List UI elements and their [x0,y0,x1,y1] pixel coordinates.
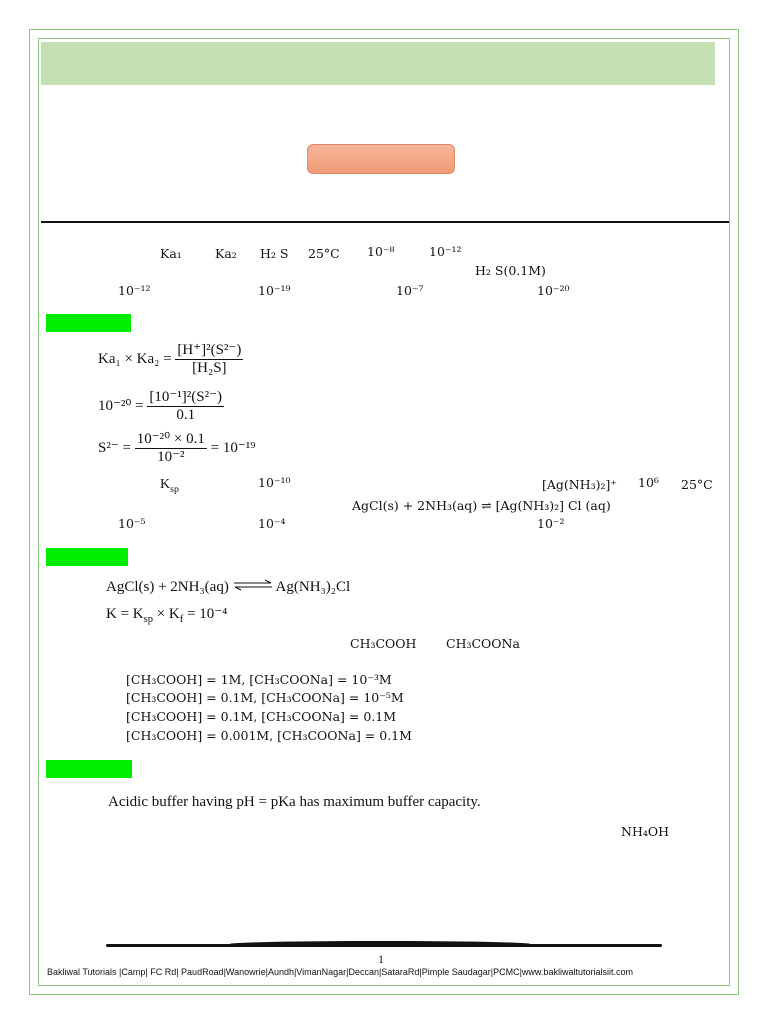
q3-option-d: [CH₃COOH] = 0.001M, [CH₃COONa] = 0.1M [126,728,412,743]
q1-ka2: Ka₂ [215,246,237,261]
s2-k-line [106,604,227,625]
s2-k-mid: × K [152,606,180,622]
s2-reaction-lhs: AgCl(s) + 2NH₃(aq) [106,579,229,595]
solution-tag-2 [46,548,128,566]
q2-kf: 10⁶ [638,475,659,490]
q1-option-b: 10⁻¹⁹ [258,283,291,298]
q2-temp: 25°C [681,477,713,492]
s1-eq-row2 [98,389,224,424]
q1-option-a: 10⁻¹² [118,283,151,298]
q2-ksp-k: K [160,477,171,492]
footer-rule-bulge [230,941,530,947]
q1-h2s-conc: H₂ S(0.1M) [475,263,546,278]
q2-option-b: 10⁻⁴ [258,516,286,531]
s1-row3-num: 10⁻²⁰ × 0.1 [136,431,205,447]
q1-option-d: 10⁻²⁰ [537,283,570,298]
q1-temp: 25°C [308,246,340,261]
s1-row3-lhs: S²⁻ = [98,439,131,456]
q3-option-c: [CH₃COOH] = 0.1M, [CH₃COONa] = 0.1M [126,709,397,724]
q1-ka1: Ka₁ [160,246,182,261]
q2-option-a: 10⁻⁵ [118,516,146,531]
solution-tag-3 [46,760,132,778]
q2-complex: [Ag(NH₃)₂]⁺ [542,477,617,492]
equilibrium-arrow-icon [233,579,273,596]
q2-ksp [160,477,179,498]
s2-reaction [106,579,350,596]
s1-row3-den: 10⁻² [157,449,185,465]
q1-ka2-value: 10⁻¹² [429,244,462,259]
s2-k-sub-sp: sp [143,614,153,625]
q3-acid: CH₃COOH [350,636,417,651]
s1-row2-lhs: 10⁻²⁰ = [98,397,144,414]
s1-row3-fraction [135,431,207,466]
solution-tag-1 [46,314,131,332]
q2-reaction: AgCl(s) + 2NH₃(aq) ⇌ [Ag(NH₃)₂] Cl (aq) [352,498,611,513]
q1-option-c: 10⁻⁷ [396,283,424,298]
q1-ka1-value: 10⁻⁸ [367,244,395,259]
q4-species: NH₄OH [621,824,669,839]
s3-text: Acidic buffer having pH = pKa has maximum buffer capacity. [108,794,481,810]
s2-k-rhs: = 10⁻⁴ [183,606,228,622]
q2-ksp-value: 10⁻¹⁰ [258,475,291,490]
q2-option-d: 10⁻² [537,516,565,531]
s1-row2-num: [10⁻¹]²(S²⁻) [149,389,223,405]
s1-row1-fraction [175,342,243,377]
q3-salt: CH₃COONa [446,636,520,651]
s1-row1-num: [H⁺]²(S²⁻) [177,342,242,358]
s1-eq-row3 [98,431,255,466]
s1-eq-row1 [98,342,243,377]
q1-h2s: H₂ S [260,246,289,261]
s1-row3-rhs: = 10⁻¹⁹ [210,439,256,456]
s1-row2-fraction [147,389,224,424]
header-band [41,42,715,85]
q2-ksp-sub: sp [170,483,179,495]
s2-reaction-rhs: Ag(NH₃)₂Cl [275,579,351,595]
s2-k-lhs: K = K [106,606,144,622]
footer-text: Bakliwal Tutorials |Camp| FC Rd| PaudRoad|Wanowrie|Aundh|VimanNagar|Deccan|SataraRd|Pimple Saudagar|PCMC|www.bakliwaltutorialsiit.com [47,967,633,977]
s2-k-sub-f: f [179,614,184,625]
title-pill [307,144,455,174]
s1-row1-den: [H₂S] [192,360,227,376]
q3-option-b: [CH₃COOH] = 0.1M, [CH₃COONa] = 10⁻⁵M [126,690,404,705]
s1-row2-den: 0.1 [176,407,196,423]
page-number: 1 [378,952,384,966]
header-rule [41,221,729,223]
q3-option-a: [CH₃COOH] = 1M, [CH₃COONa] = 10⁻³M [126,672,392,687]
s1-row1-lhs: Ka₁ × Ka₂ = [98,350,172,367]
